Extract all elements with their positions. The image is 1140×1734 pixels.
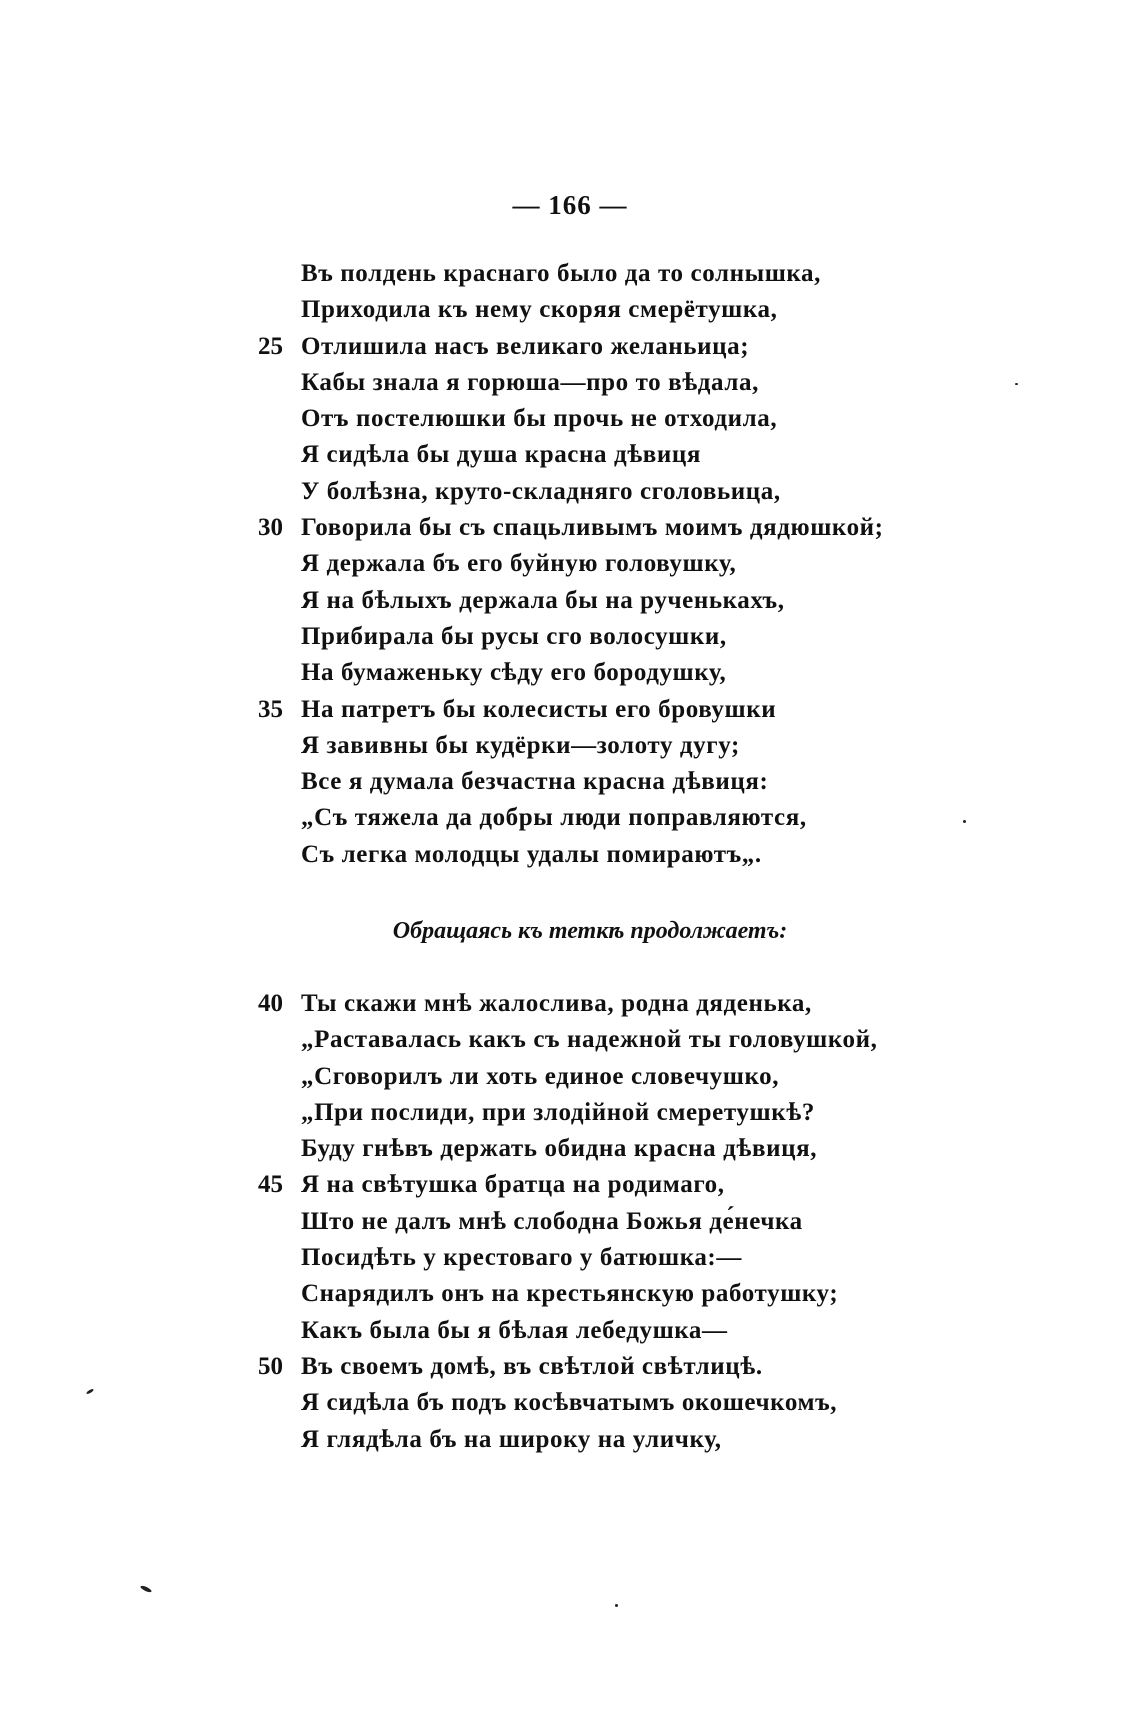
line-text: Какъ была бы я бѣлая лебедушка— xyxy=(301,1316,728,1344)
verse-line xyxy=(0,365,1140,401)
verse-line xyxy=(0,800,1140,836)
verse-line xyxy=(0,1059,1140,1095)
line-text: Отъ постелюшки бы прочь не отходила, xyxy=(301,405,778,433)
line-text: Ты скажи мнѣ жалослива, родна дяденька, xyxy=(301,990,812,1017)
verse-line xyxy=(0,401,1140,437)
line-text: Я глядѣла бъ на широку на уличку, xyxy=(301,1425,722,1453)
line-number: 35 xyxy=(258,695,283,723)
verse-line xyxy=(0,510,1140,546)
page-number: — 166 — xyxy=(512,190,628,220)
line-text: „Сговорилъ ли хоть единое словечушко, xyxy=(301,1062,780,1090)
line-text: Прибирала бы русы сго волосушки, xyxy=(301,622,727,650)
line-text: Буду гнѣвъ держать обидна красна дѣвиця, xyxy=(301,1135,818,1163)
verse-line xyxy=(0,728,1140,764)
line-number: 40 xyxy=(258,990,283,1017)
line-text: Я на свѣтушка братца на родимаго, xyxy=(301,1171,725,1199)
scan-speck xyxy=(615,1604,618,1607)
scan-speck xyxy=(140,1585,153,1594)
verse-line xyxy=(0,764,1140,800)
line-text: Отлишила насъ великаго желаньица; xyxy=(301,332,750,360)
verse-line xyxy=(0,1204,1140,1240)
verse-block-2 xyxy=(0,986,1140,1458)
line-text: Все я думала безчастна красна дѣвиця: xyxy=(301,768,769,796)
stage-direction: Обращаясь къ теткѣ продолжаетъ: xyxy=(392,918,788,944)
line-text: У болѣзна, круто-складняго сголовьица, xyxy=(301,477,781,505)
verse-line xyxy=(0,655,1140,691)
line-text: Снарядилъ онъ на крестьянскую работушку; xyxy=(301,1280,839,1308)
verse-line xyxy=(0,837,1140,873)
verse-line xyxy=(0,619,1140,655)
verse-line xyxy=(0,1022,1140,1058)
line-text: Я сидѣла бъ подъ косѣвчатымъ окошечкомъ, xyxy=(301,1389,838,1417)
line-text: Я на бѣлыхъ держала бы на рученькахъ, xyxy=(301,586,785,614)
verse-line xyxy=(0,1095,1140,1131)
line-number: 45 xyxy=(258,1171,283,1199)
line-number: 25 xyxy=(258,332,283,360)
verse-line xyxy=(0,692,1140,728)
verse-line xyxy=(0,546,1140,582)
line-text: Я сидѣла бы душа красна дѣвиця xyxy=(301,441,702,469)
line-text: Приходила къ нему скоряя смерётушка, xyxy=(301,296,778,324)
verse-line xyxy=(0,474,1140,510)
verse-line xyxy=(0,1131,1140,1167)
scan-speck xyxy=(1015,383,1018,385)
verse-line xyxy=(0,329,1140,365)
verse-line xyxy=(0,583,1140,619)
line-text: „Съ тяжела да добры люди поправляются, xyxy=(301,804,807,832)
line-text: Я держала бъ его буйную головушку, xyxy=(301,550,737,578)
verse-line xyxy=(0,1422,1140,1458)
verse-line xyxy=(0,1349,1140,1385)
verse-line xyxy=(0,1276,1140,1312)
line-text: Въ своемъ домѣ, въ свѣтлой свѣтлицѣ. xyxy=(301,1352,763,1380)
line-number: 30 xyxy=(258,514,283,542)
verse-line xyxy=(0,1167,1140,1203)
verse-line xyxy=(0,256,1140,292)
verse-line xyxy=(0,1240,1140,1276)
line-text: „При послиди, при злодійной смеретушкѣ? xyxy=(301,1098,815,1126)
verse-line xyxy=(0,986,1140,1022)
line-text: Посидѣть у крестоваго у батюшка:— xyxy=(301,1244,742,1272)
line-text: Съ легка молодцы удалы помираютъ„. xyxy=(301,840,762,868)
verse-line xyxy=(0,437,1140,473)
line-text: Въ полдень краснаго было да то солнышка, xyxy=(301,260,821,287)
line-text: Што не далъ мнѣ слободна Божья де́нечка xyxy=(301,1207,803,1235)
line-text: Говорила бы съ спацьливымъ моимъ дядюшкой; xyxy=(301,514,884,542)
line-text: Кабы знала я горюша—про то вѣдала, xyxy=(301,368,759,396)
verse-line xyxy=(0,1313,1140,1349)
line-text: Я завивны бы кудёрки—золоту дугу; xyxy=(301,731,740,759)
verse-line xyxy=(0,1385,1140,1421)
line-text: На патретъ бы колесисты его бровушки xyxy=(301,695,777,723)
verse-line xyxy=(0,292,1140,328)
scan-speck xyxy=(963,820,966,823)
line-number: 50 xyxy=(258,1352,283,1380)
line-text: „Раставалась какъ съ надежной ты головушкой, xyxy=(301,1026,878,1054)
line-text: На бумаженьку сѣду его бородушку, xyxy=(301,659,727,687)
verse-block-1 xyxy=(0,256,1140,873)
